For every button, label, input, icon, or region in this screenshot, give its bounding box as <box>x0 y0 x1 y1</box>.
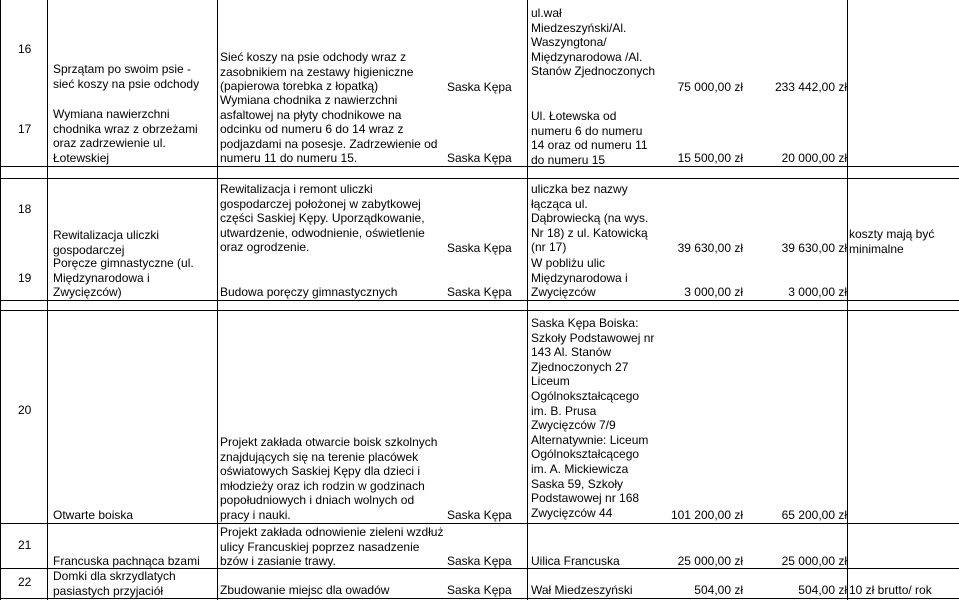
row-divider <box>0 310 959 311</box>
district: Saska Kępa <box>447 80 512 94</box>
project-name: Sprzątam po swoim psie - sieć koszy na psie odchody <box>53 62 200 91</box>
row-divider <box>0 300 959 301</box>
verified-cost: 504,00 zł <box>798 583 847 597</box>
note: 10 zł brutto/ rok <box>849 583 932 597</box>
verified-cost: 20 000,00 zł <box>781 151 847 165</box>
district: Saska Kępa <box>447 508 512 522</box>
location: Saska Kępa Boiska: Szkoły Podstawowej nr 143 Al. Stanów Zjednoczonych 27 Liceum Ogólnokształcącego im. B. Prusa Zwycięzców 7/9 Alternatywnie: Liceum Ogólnokształcącego im. A. Mickiewicza Saska 59, Szkoły Podstawowej nr 168 Zwycięzców 44 <box>531 316 655 520</box>
verified-cost: 233 442,00 zł <box>774 80 847 94</box>
district: Saska Kępa <box>447 151 512 165</box>
row-divider <box>0 523 959 524</box>
estimated-cost: 75 000,00 zł <box>677 80 743 94</box>
location: W pobliżu ulic Międzynarodowa i Zwycięzców <box>531 256 628 300</box>
row-number: 16 <box>18 42 32 56</box>
location: ul.wał Miedzeszyński/Al. Waszyngtona/ Międzynarodowa /Al. Stanów Zjednoczonych <box>531 6 656 79</box>
location: Uilica Francuska <box>531 554 620 568</box>
project-description: Zbudowanie miejsc dla owadów <box>220 583 390 597</box>
row-number: 18 <box>18 202 32 216</box>
row-divider <box>0 178 959 179</box>
project-name: Francuska pachnąca bzami <box>53 554 200 568</box>
project-name: Domki dla skrzydlatych pasiastych przyjaciół <box>53 569 176 598</box>
verified-cost: 25 000,00 zł <box>781 554 847 568</box>
row-number: 19 <box>18 271 32 285</box>
row-number: 20 <box>18 403 32 417</box>
project-name: Wymiana nawierzchni chodnika wraz z obrzeżami oraz zadrzewienie ul. Łotewskiej <box>53 107 198 165</box>
project-description: Rewitalizacja i remont uliczki gospodarczej położonej w zabytkowej części Saskiej Kępy. Uporządkowanie, utwardzenie, odwodnienie, oświetlenie oraz ogrodzenie. <box>220 182 425 255</box>
project-description: Projekt zakłada odnowienie zieleni wzdłuż ulicy Francuskiej poprzez nasadzenie bzów i zasianie trawy. <box>220 525 444 569</box>
district: Saska Kępa <box>447 241 512 255</box>
district: Saska Kępa <box>447 554 512 568</box>
estimated-cost: 39 630,00 zł <box>677 241 743 255</box>
estimated-cost: 504,00 zł <box>694 583 743 597</box>
location: uliczka bez nazwy łącząca ul. Dąbrowiecką (na wys. Nr 18) z ul. Katowicką (nr 17) <box>531 182 649 255</box>
project-description: Projekt zakłada otwarcie boisk szkolnych znajdujących się na terenie placówek oświatowych Saskiej Kępy dla dzieci i młodzieży oraz ich rodzin w godzinach popołudniowych i dniach wolnych od pracy i nauki. <box>220 435 438 522</box>
project-name: Poręcze gimnastyczne (ul. Międzynarodowa i Zwycięzców) <box>53 256 194 300</box>
row-divider <box>0 166 959 167</box>
project-description: Budowa poręczy gimnastycznych <box>220 285 398 299</box>
location: Wał Miedzeszyński <box>531 583 633 597</box>
project-description: Sieć koszy na psie odchody wraz z zasobnikiem na zestawy higieniczne (papierowa torebka z łopatką) <box>220 50 414 94</box>
verified-cost: 39 630,00 zł <box>781 241 847 255</box>
note: koszty mają być minimalne <box>849 227 935 256</box>
project-description: Wymiana chodnika z nawierzchni asfaltowej na płyty chodnikowe na odcinku od numeru 6 do 14 wraz z podjazdami na posesje. Zadrzewienie od numeru 11 do numeru 15. <box>220 93 438 166</box>
estimated-cost: 101 200,00 zł <box>670 508 743 522</box>
verified-cost: 3 000,00 zł <box>788 285 847 299</box>
project-name: Otwarte boiska <box>53 508 134 522</box>
row-number: 17 <box>18 122 32 136</box>
district: Saska Kępa <box>447 583 512 597</box>
verified-cost: 65 200,00 zł <box>781 508 847 522</box>
estimated-cost: 15 500,00 zł <box>677 151 743 165</box>
district: Saska Kępa <box>447 285 512 299</box>
row-number: 21 <box>18 538 32 552</box>
row-number: 22 <box>18 575 32 589</box>
location: Ul. Łotewska od numeru 6 do numeru 14 oraz od numeru 11 do numeru 15 <box>531 109 648 167</box>
project-name: Rewitalizacja uliczki gospodarczej <box>53 228 160 257</box>
estimated-cost: 3 000,00 zł <box>684 285 743 299</box>
estimated-cost: 25 000,00 zł <box>677 554 743 568</box>
